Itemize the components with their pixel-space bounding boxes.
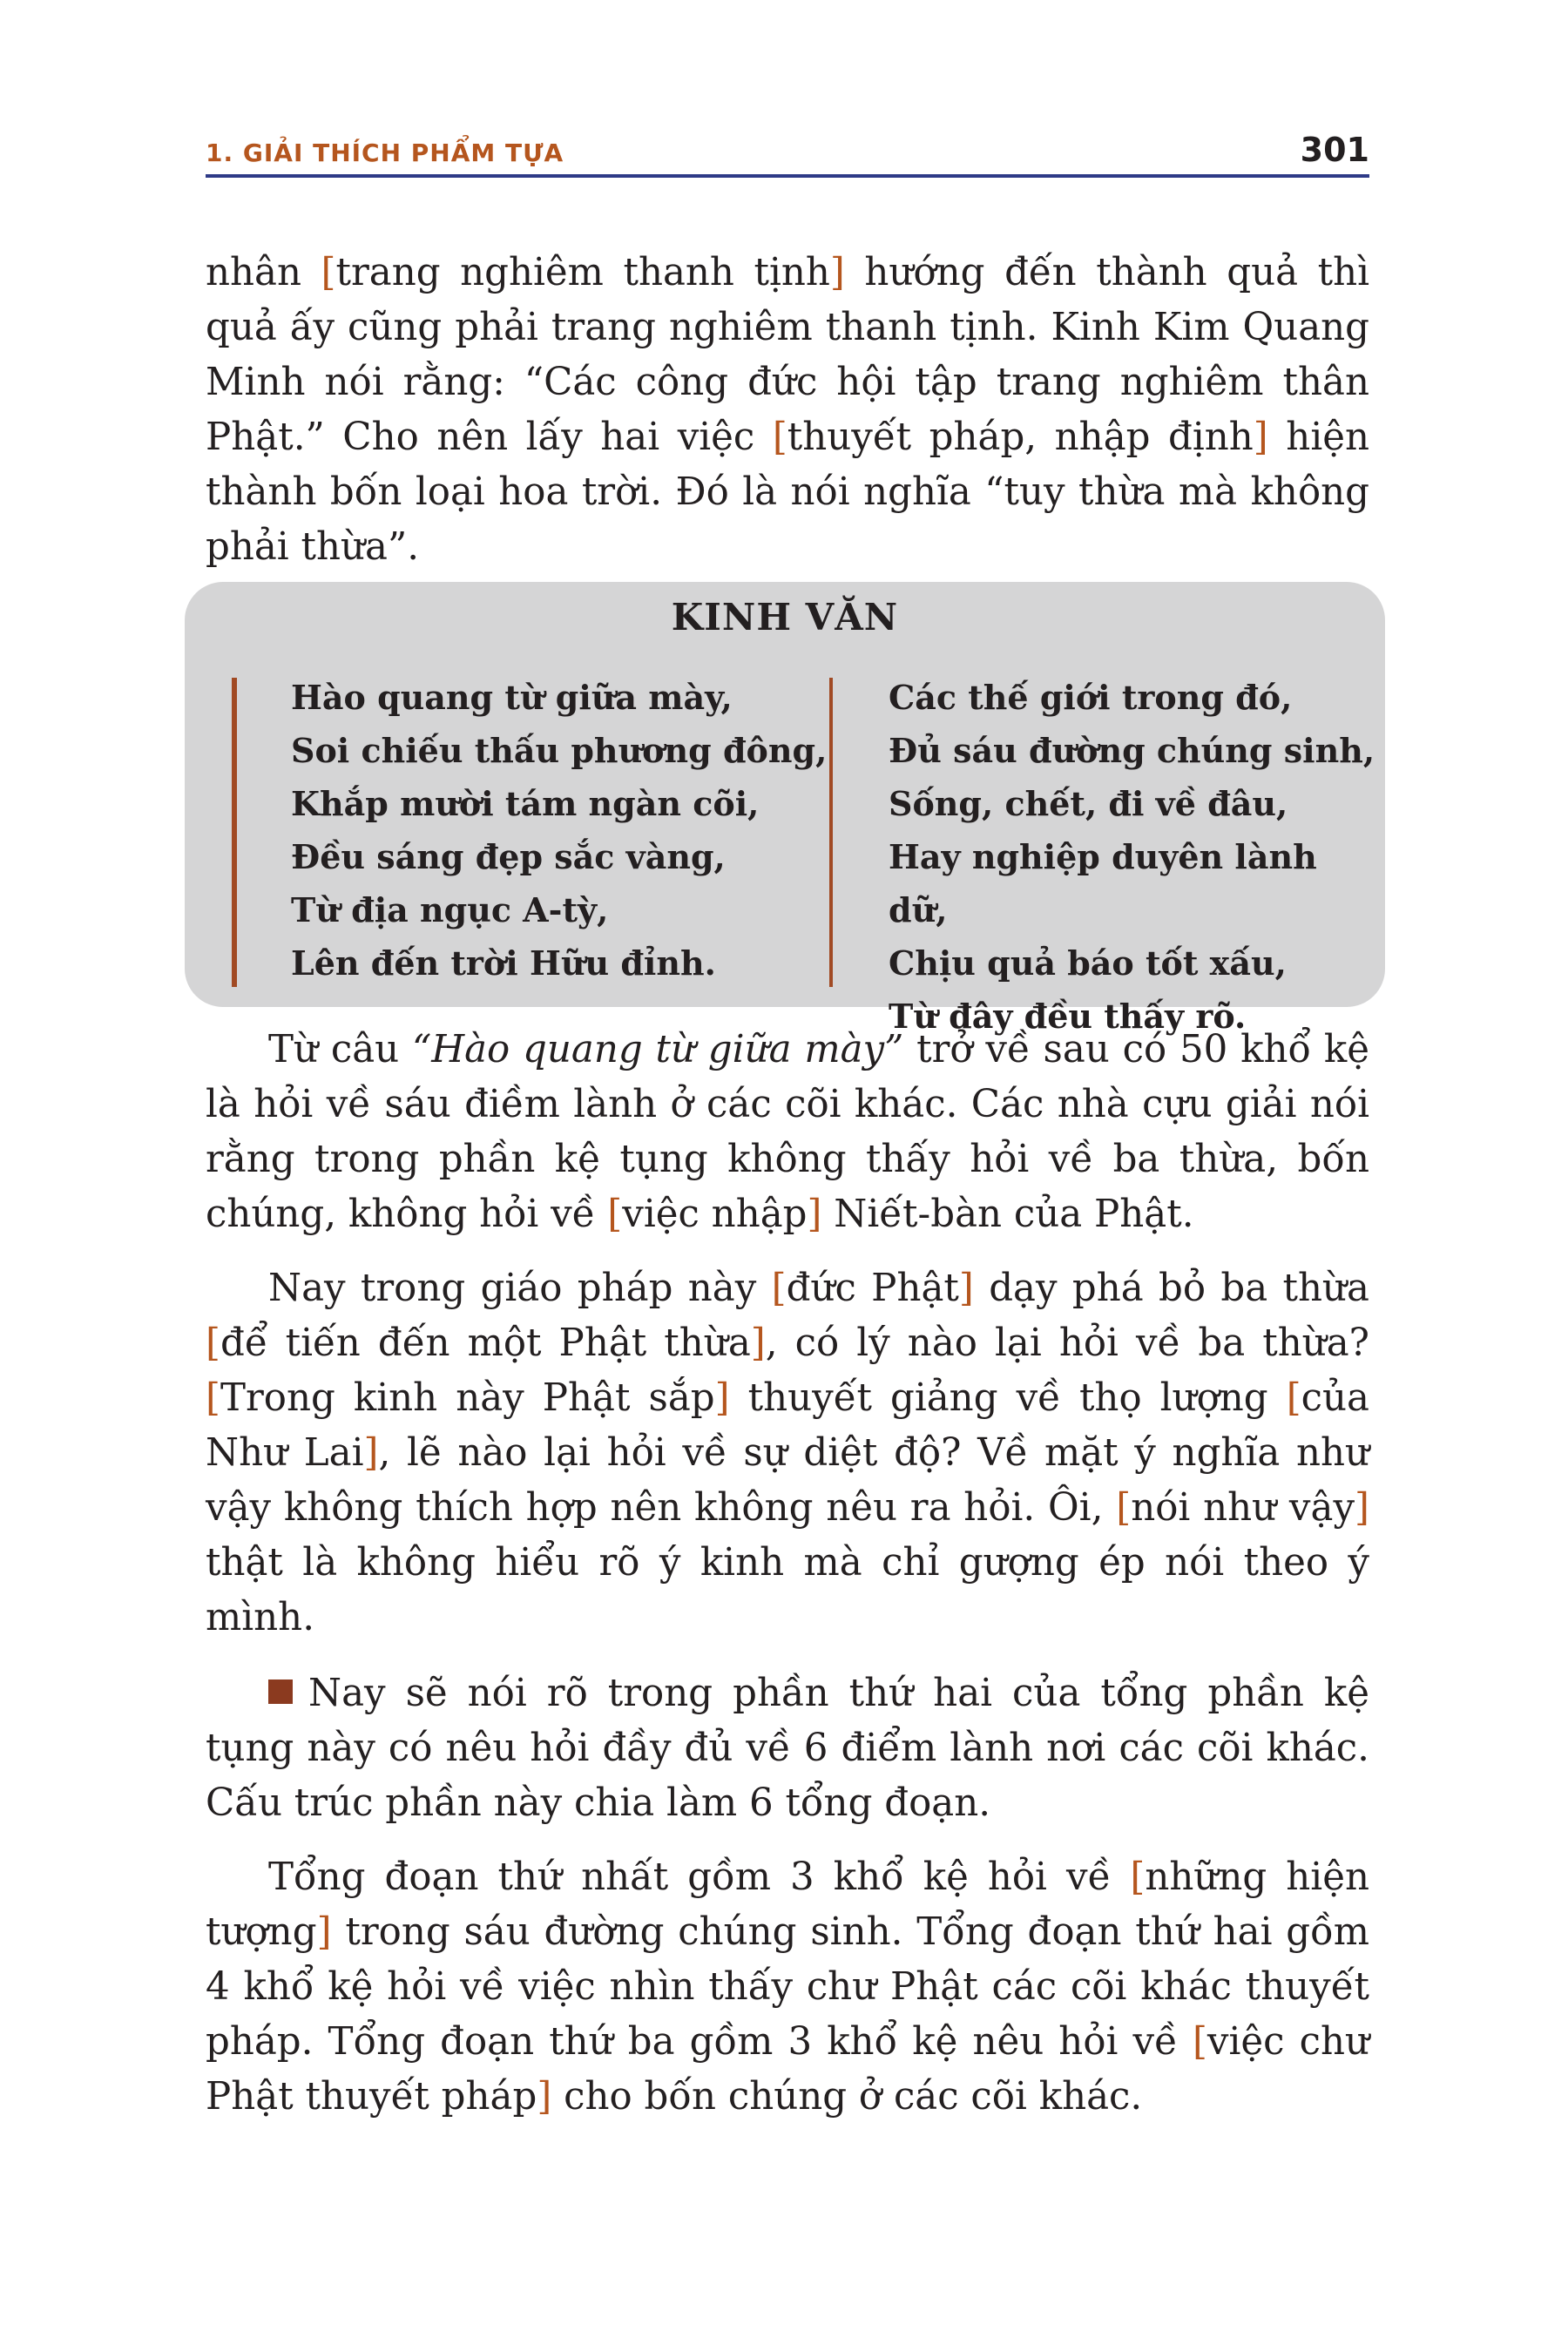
verse-line: Từ địa ngục A-tỳ,: [291, 890, 609, 929]
verse-line: Soi chiếu thấu phương đông,: [291, 731, 828, 770]
paragraph-1: nhân [trang nghiêm thanh tịnh] hướng đến thành quả thì quả ấy cũng phải trang nghiêm thanh tịnh. Kinh Kim Quang Minh nói rằng: “Các công đức hội tập trang nghiêm thân Phật.” Cho nên lấy hai việc [thuyết pháp, nhập định] hiện thành bốn loại hoa trời. Đó là nói nghĩa “tuy thừa mà không phải thừa”.: [206, 251, 1369, 569]
paragraph-3: Nay trong giáo pháp này [đức Phật] dạy phá bỏ ba thừa [để tiến đến một Phật thừa], có lý nào lại hỏi về ba thừa? [Trong kinh này Phật sắp] thuyết giảng về thọ lượng [của Như Lai], lẽ nào lại hỏi về sự diệt độ? Về mặt ý nghĩa như vậy không thích hợp nên không nêu ra hỏi. Ôi, [nói như vậy] thật là không hiểu rõ ý kinh mà chỉ gượng ép nói theo ý mình.: [206, 1267, 1370, 1639]
left-divider-line: [232, 678, 237, 987]
verse-column-right: [889, 671, 1385, 1043]
verse-column-left: [291, 671, 827, 990]
verse-line: Khắp mười tám ngàn cõi,: [291, 784, 760, 823]
verse-line: Sống, chết, đi về đâu,: [889, 784, 1288, 823]
verse-line: Các thế giới trong đó,: [889, 678, 1293, 717]
scripture-box: [185, 582, 1385, 1036]
chapter-title: 1. GIẢI THÍCH PHẨM TỰA: [206, 139, 564, 167]
square-bullet-icon: [268, 1680, 293, 1704]
verse-line: Lên đến trời Hữu đỉnh.: [291, 943, 716, 983]
running-header: [206, 122, 1369, 178]
verse-line: Chịu quả báo tốt xấu,: [889, 943, 1287, 983]
paragraph-5: Tổng đoạn thứ nhất gồm 3 khổ kệ hỏi về [những hiện tượng] trong sáu đường chúng sinh. Tổng đoạn thứ hai gồm 4 khổ kệ hỏi về việc nhìn thấy chư Phật các cõi khác thuyết pháp. Tổng đoạn thứ ba gồm 3 khổ kệ nêu hỏi về [việc chư Phật thuyết pháp] cho bốn chúng ở các cõi khác.: [206, 1855, 1369, 2119]
verse-line: Hay nghiệp duyên lành dữ,: [889, 837, 1317, 929]
page-number: 301: [1300, 131, 1369, 169]
verse-line: Hào quang từ giữa mày,: [291, 678, 733, 717]
verse-line: Đều sáng đẹp sắc vàng,: [291, 837, 726, 876]
paragraph-4: Nay sẽ nói rõ trong phần thứ hai của tổng phần kệ tụng này có nêu hỏi đầy đủ về 6 điểm lành nơi các cõi khác. Cấu trúc phần này chia làm 6 tổng đoạn.: [206, 1672, 1369, 1825]
verse-line: Từ đây đều thấy rõ.: [889, 997, 1247, 1036]
verse-line: Đủ sáu đường chúng sinh,: [889, 731, 1375, 770]
center-divider-line: [829, 678, 833, 987]
paragraph-2: Từ câu “Hào quang từ giữa mày” trở về sau có 50 khổ kệ là hỏi về sáu điềm lành ở các cõi khác. Các nhà cựu giải nói rằng trong phần kệ tụng không thấy hỏi về ba thừa, bốn chúng, không hỏi về [việc nhập] Niết-bàn của Phật.: [206, 1028, 1370, 1236]
scripture-title: KINH VĂN: [671, 596, 899, 639]
